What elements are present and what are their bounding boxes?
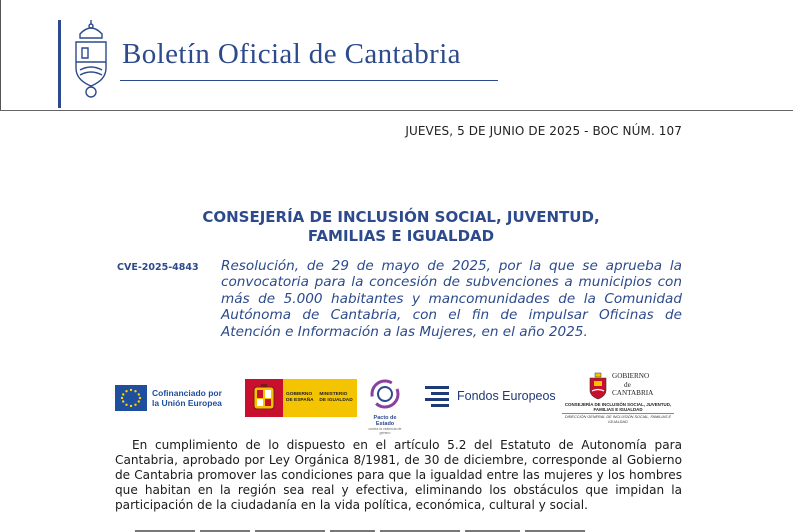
gobierno-espana-logo — [245, 379, 357, 417]
issue-date-line: JUEVES, 5 DE JUNIO DE 2025 - BOC NÚM. 107 — [405, 124, 682, 138]
eu-flag-icon — [115, 385, 147, 411]
spain-coat-of-arms-icon — [245, 379, 283, 417]
fondos-europeos-logo — [423, 384, 556, 408]
department-heading-line-1: CONSEJERÍA DE INCLUSIÓN SOCIAL, JUVENTUD, — [202, 208, 600, 226]
ministerio-igualdad-text: MINISTERIO DE IGUALDAD — [319, 392, 353, 403]
gobierno-espana-text: GOBIERNO DE ESPAÑA — [286, 392, 314, 403]
eu-cofinanced-logo — [115, 385, 222, 411]
title-underline — [120, 80, 498, 81]
page-title: Boletín Oficial de Cantabria — [122, 38, 461, 70]
cantabria-logo-line-2: de — [624, 380, 631, 389]
cantabria-consejeria-text: CONSEJERÍA DE INCLUSIÓN SOCIAL, JUVENTUD, FAMILIAS E IGUALDAD — [564, 402, 672, 413]
pacto-sublabel: contra la violencia de género — [368, 427, 402, 435]
cantabria-shield-icon — [588, 372, 608, 400]
cantabria-logo-line-1: GOBIERNO — [612, 372, 650, 380]
eu-logo-line-2: la Unión Europea — [152, 398, 222, 408]
header-accent-bar — [58, 20, 61, 108]
next-paragraph-cutoff — [115, 524, 682, 532]
left-margin-rule — [0, 0, 1, 110]
pacto-circle-icon — [369, 378, 401, 410]
header-separator — [0, 110, 793, 111]
department-heading-line-2: FAMILIAS E IGUALDAD — [307, 227, 495, 245]
resolution-summary: Resolución, de 29 de mayo de 2025, por la que se aprueba la convocatoria para la concesión de subvenciones a municipios con más de 5.000 habitantes y mancomunidades de la Comunidad Autónoma de Cantabria, con el fin de impulsar Oficinas de Atención e Información a las Mujeres, en el año 2025. — [221, 258, 682, 340]
pacto-de-estado-logo — [364, 378, 406, 435]
fondos-europeos-icon — [423, 384, 451, 408]
funding-logos-strip — [115, 372, 685, 435]
pacto-label: Pacto de Estado — [373, 415, 397, 427]
cantabria-crest-icon — [68, 18, 114, 98]
eu-logo-line-1: Cofinanciado por — [152, 388, 222, 398]
body-paragraph: En cumplimiento de lo dispuesto en el artículo 5.2 del Estatuto de Autonomía para Cantabria, aprobado por Ley Orgánica 8/1981, de 30 de diciembre, corresponde al Gobierno de Cantabria promover las condiciones para que la igualdad entre las mujeres y los hombres que habitan en la región sea real y efectiva, eliminando los obstáculos que impidan la participación de la ciudadanía en la vida política, económica, cultural y social. — [115, 438, 682, 512]
cantabria-direccion-text: DIRECCIÓN GENERAL DE INCLUSIÓN SOCIAL, FAMILIAS E IGUALDAD — [562, 413, 674, 424]
cantabria-logo-line-3: CANTABRIA — [612, 389, 654, 397]
fondos-europeos-text: Fondos Europeos — [457, 389, 556, 403]
gobierno-cantabria-logo — [562, 372, 674, 425]
cve-code: CVE-2025-4843 — [117, 262, 199, 273]
